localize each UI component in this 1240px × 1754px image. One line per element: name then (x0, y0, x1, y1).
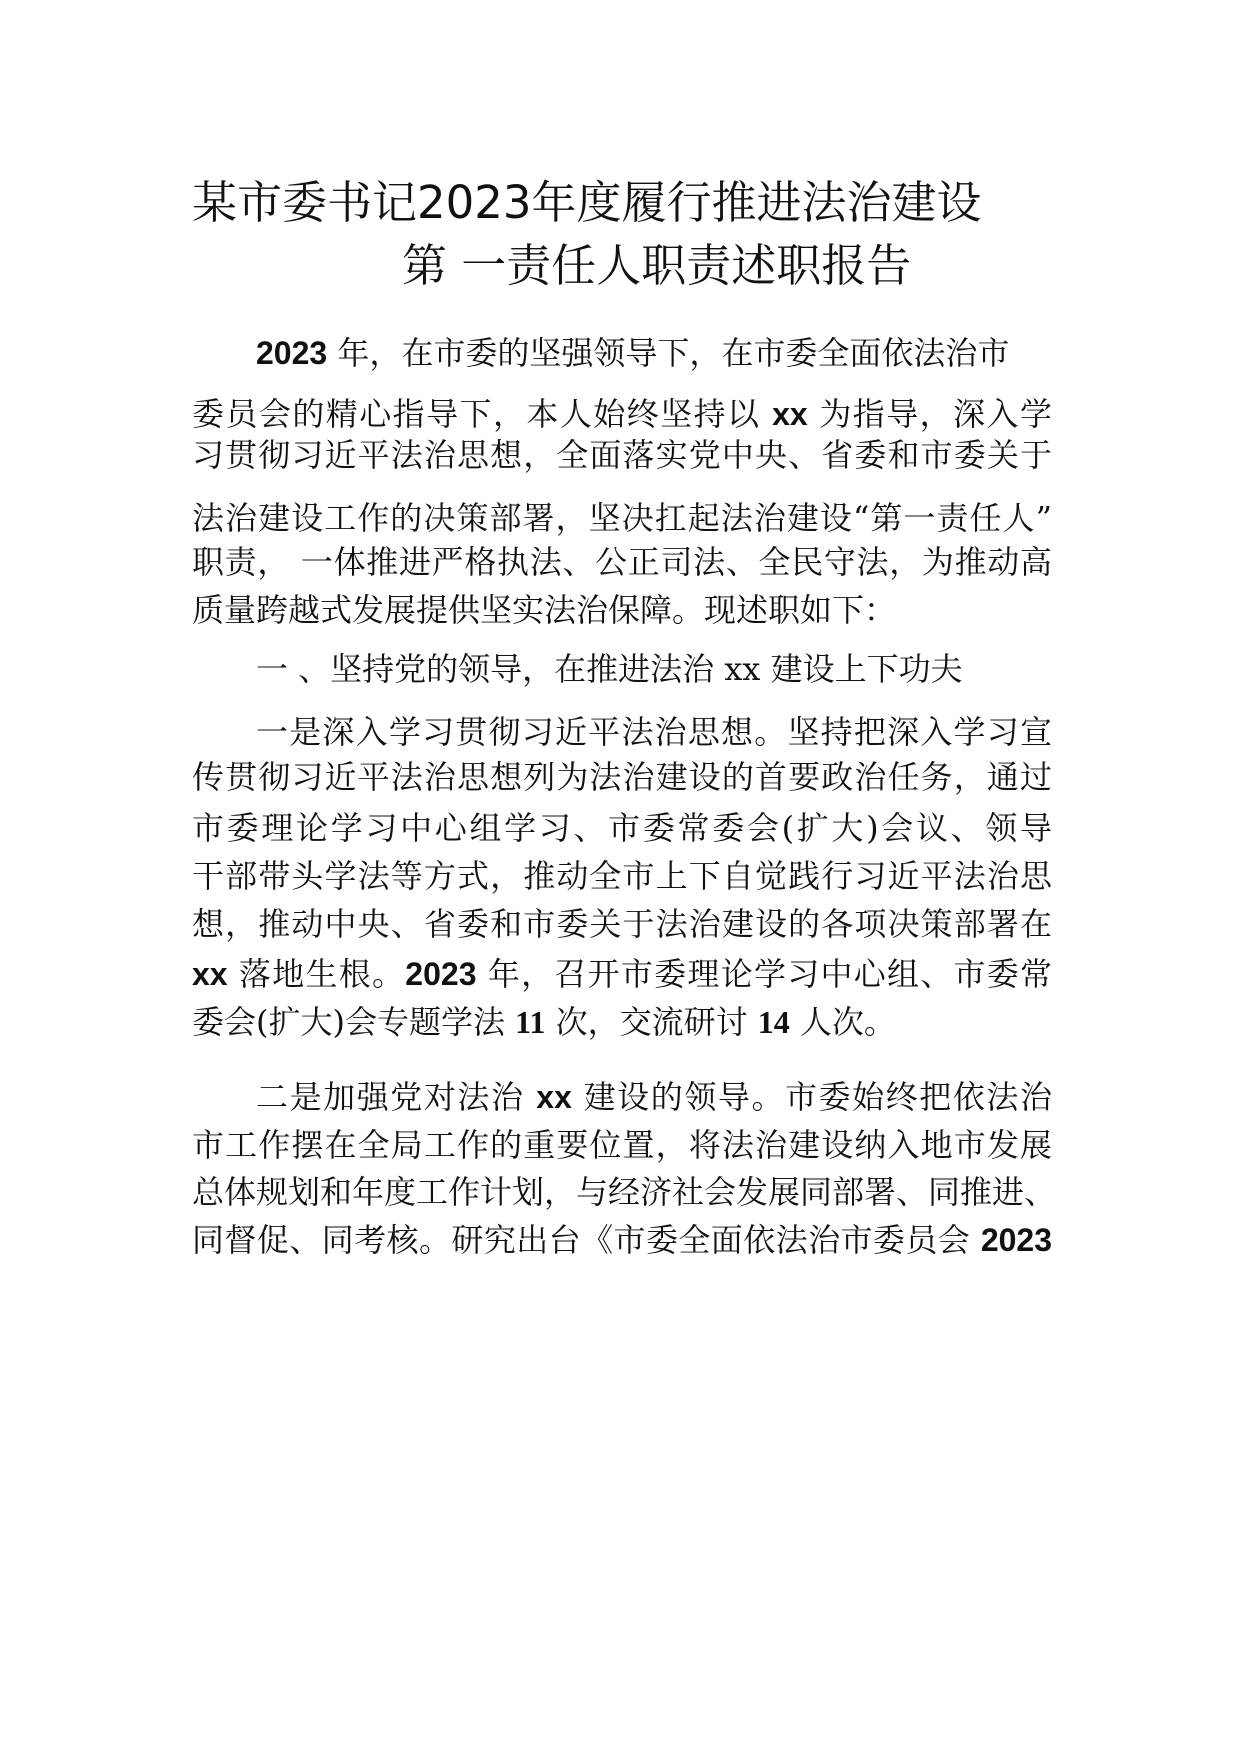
placeholder-bold: xx (536, 1079, 572, 1115)
year-bold: 2023 (256, 335, 328, 371)
paragraph-2-line-4: 干部带头学法等方式，推动全市上下自觉践行习近平法治思 (192, 857, 1052, 895)
paragraph-2-line-3: 市委理论学习中心组学习、市委常委会(扩大)会议、领导 (192, 809, 1052, 847)
section-heading-1: 一 、坚持党的领导，在推进法治 xx 建设上下功夫 (256, 650, 963, 688)
count-bold: 14 (757, 1004, 790, 1040)
text-run: 二是加强党对法治 (256, 1078, 537, 1116)
paragraph-2-line-6 (192, 952, 1052, 996)
paragraph-1-line-4: 法治建设工作的决策部署，坚决扛起法治建设“第一责任人” (192, 499, 1052, 537)
paragraph-1-line-6: 质量跨越式发展提供坚实法治保障。现述职如下： (192, 591, 897, 629)
text-run: 委员会的精心指导下，本人始终坚持以 (192, 395, 773, 433)
paragraph-1-line-5: 职责， 一体推进严格执法、公正司法、全民守法，为推动高 (192, 543, 1052, 581)
paragraph-1-line-1 (256, 331, 1052, 375)
text-run: 人次。 (789, 1003, 896, 1041)
text-run: 委会(扩大)会专题学法 (192, 1003, 516, 1041)
text-run: 同督促、同考核。研究出台《市委全面依法治市委员会 (192, 1221, 981, 1259)
text-run: 落地生根。 (227, 955, 406, 993)
paragraph-2-line-1: 一是深入学习贯彻习近平法治思想。坚持把深入学习宣 (256, 713, 1052, 751)
year-bold: 2023 (980, 1222, 1052, 1258)
paragraph-2-line-7 (192, 1000, 1052, 1044)
document-title-line2: 第 一责任人职责述职报告 (402, 239, 912, 292)
document-title-line1: 某市委书记2023年度履行推进法治建设 (192, 176, 982, 229)
paragraph-3-line-2: 市工作摆在全局工作的重要位置，将法治建设纳入地市发展 (192, 1126, 1052, 1164)
paragraph-2-line-2: 传贯彻习近平法治思想列为法治建设的首要政治任务，通过 (192, 758, 1052, 796)
paragraph-3-line-3: 总体规划和年度工作计划，与经济社会发展同部署、同推进、 (192, 1173, 1057, 1211)
paragraph-3-line-4 (192, 1218, 1052, 1262)
paragraph-1-line-3: 习贯彻习近平法治思想，全面落实党中央、省委和市委关于 (192, 436, 1052, 474)
paragraph-1-line-2 (192, 392, 1052, 436)
text-run: 年，召开市委理论学习中心组、市委常 (476, 955, 1052, 993)
paragraph-2-line-5: 想，推动中央、省委和市委关于法治建设的各项决策部署在 (192, 905, 1052, 943)
text-run: 为指导，深入学 (807, 395, 1052, 433)
text-run: 年，在市委的坚强领导下，在市委全面依法治市 (327, 334, 1010, 372)
text-run: 次，交流研讨 (545, 1003, 758, 1041)
paragraph-3-line-1 (256, 1075, 1052, 1119)
text-run: 建设的领导。市委始终把依法治 (571, 1078, 1052, 1116)
count-bold: 11 (515, 1004, 546, 1040)
placeholder-bold: xx (772, 396, 808, 432)
placeholder-bold: xx (192, 956, 228, 992)
year-bold: 2023 (405, 956, 477, 992)
